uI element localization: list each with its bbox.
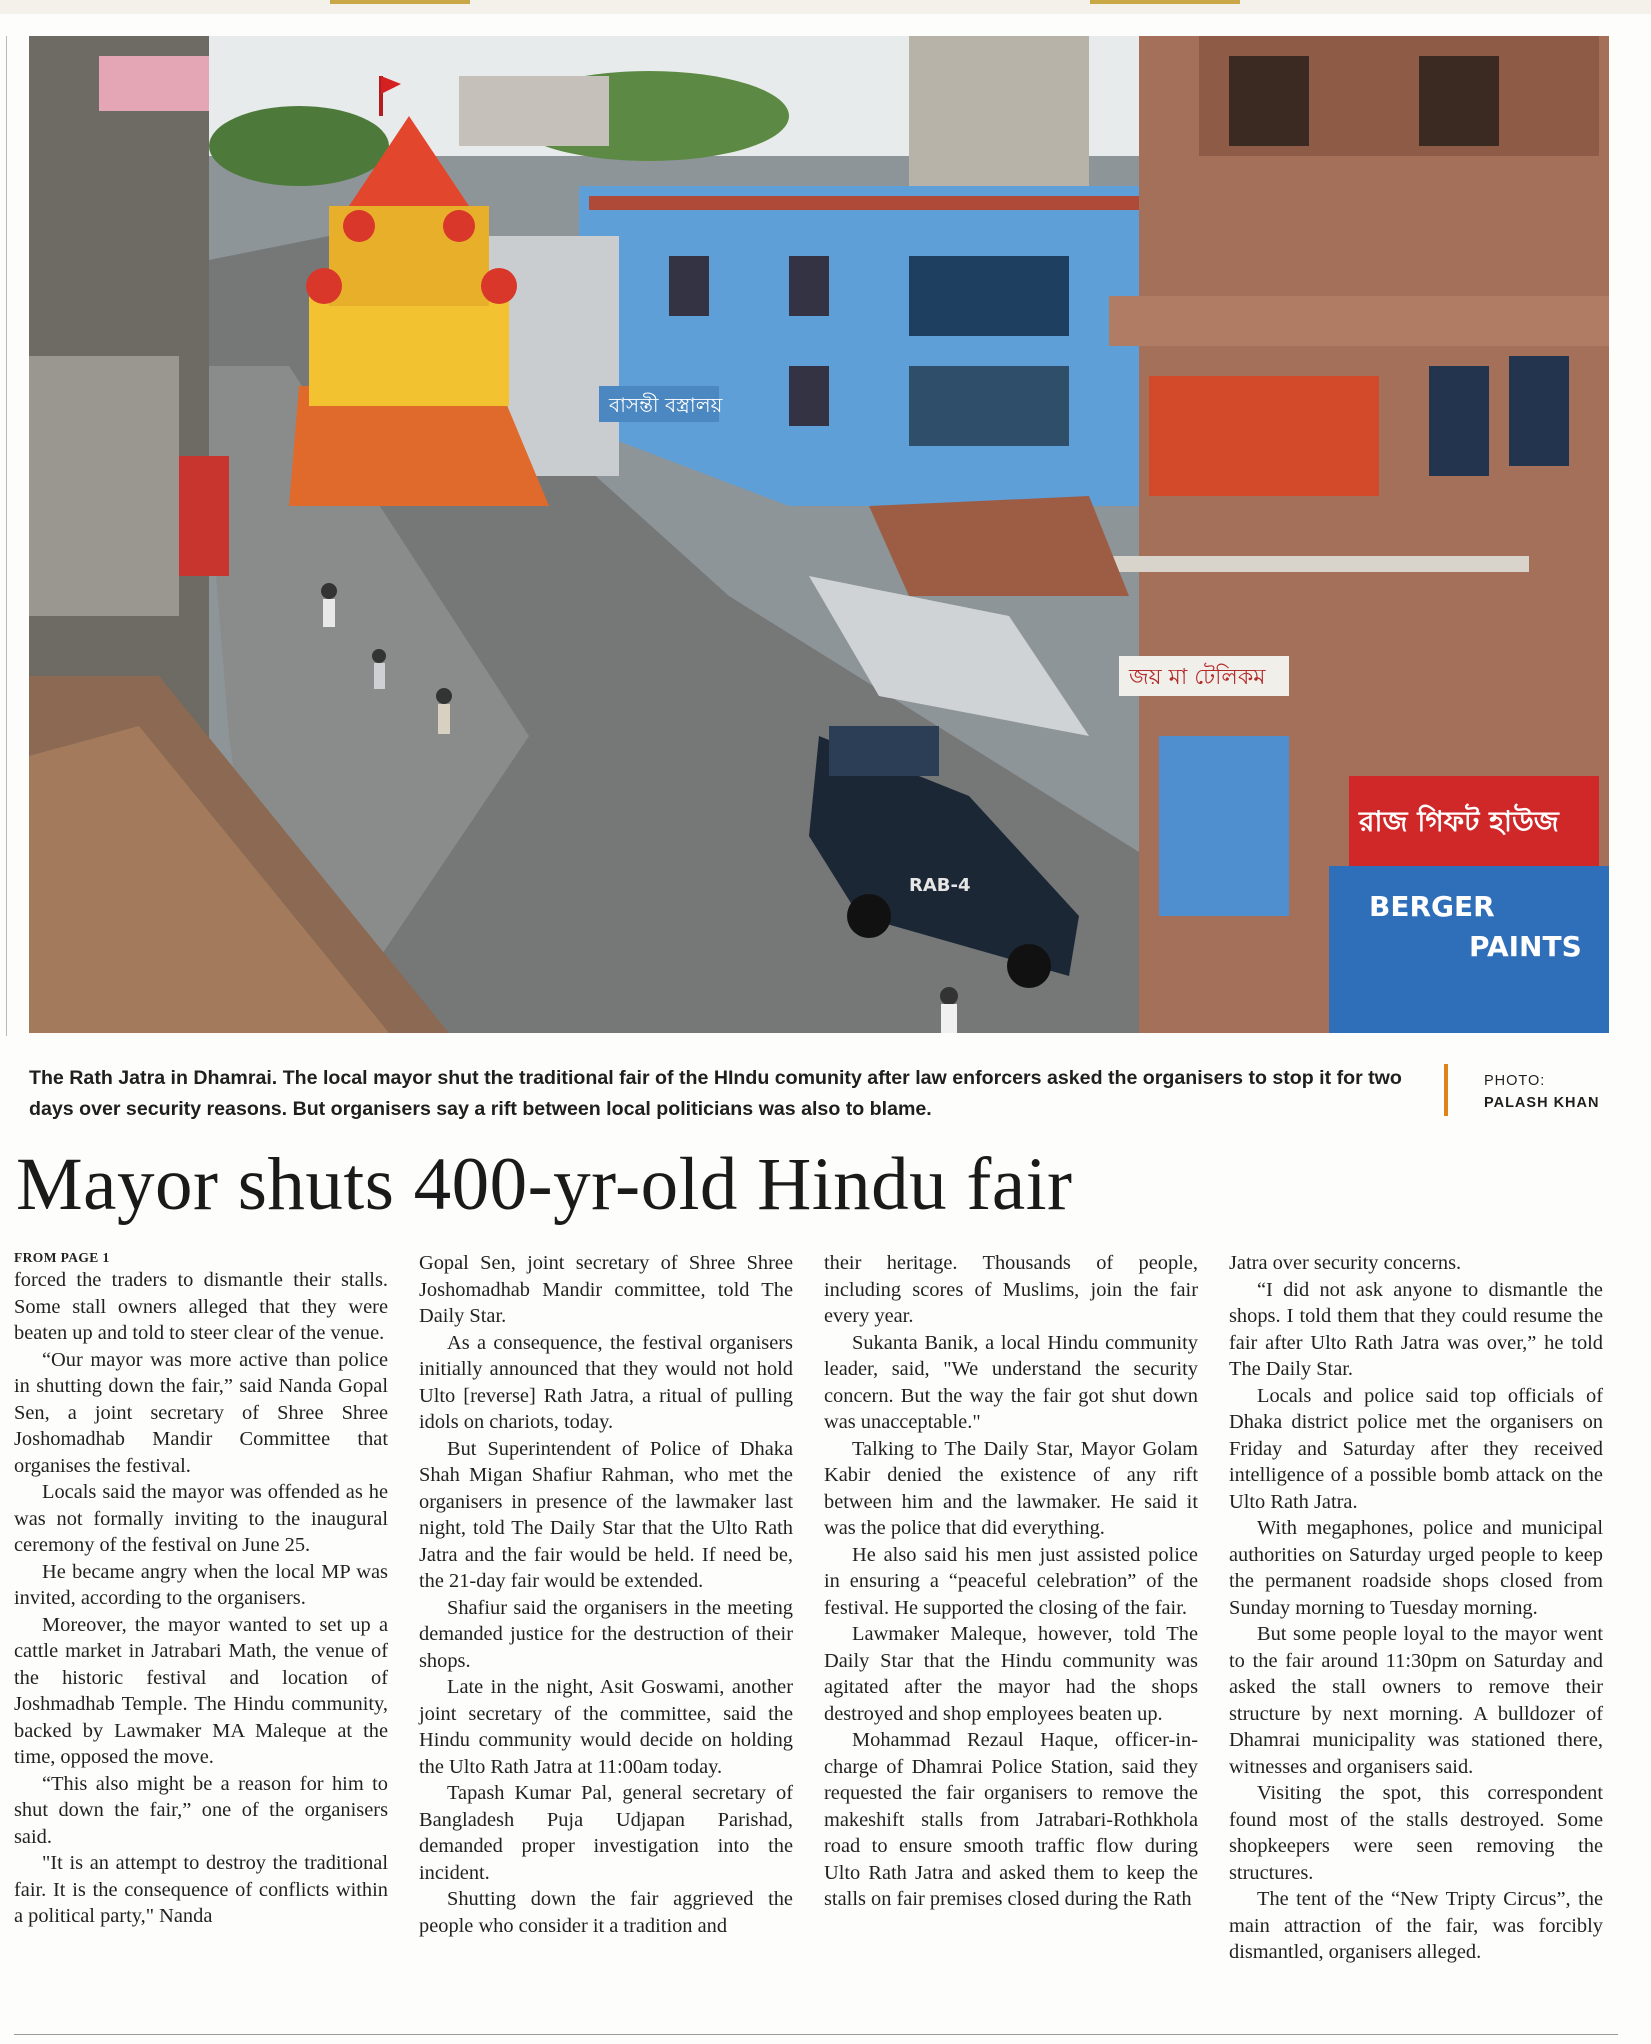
building-trim [589, 196, 1149, 210]
paragraph: “I did not ask anyone to dismantle the shops. I told them that they could resume the fair after Ulto Rath Jatra was over,” he told The Daily Star. [1229, 1278, 1603, 1380]
chariot-dome [306, 268, 342, 304]
person [374, 663, 385, 689]
window [1509, 356, 1569, 466]
vehicle-wheel [1007, 944, 1051, 988]
paragraph: Shutting down the fair aggrieved the people who consider it a tradition and [419, 1888, 793, 1937]
kicker: FROM PAGE 1 [14, 1250, 110, 1265]
left-building [29, 356, 179, 616]
street-scene-illustration [29, 36, 1609, 1033]
person [941, 1004, 957, 1033]
person [436, 688, 452, 704]
paragraph: But Superintendent of Police of Dhaka Shah Migan Shafiur Rahman, who met the organisers in presence of the lawmaker last night, told The Daily Star that the Ulto Rath Jatra and the fair would be held. If need be, the 21-day fair would be extended. [419, 1437, 793, 1592]
chariot-dome [343, 210, 375, 242]
top-strip [0, 0, 1651, 14]
rusty-roof [869, 496, 1129, 596]
billboard [99, 56, 209, 111]
blue-building [579, 186, 1159, 506]
red-sign [179, 456, 229, 576]
paragraph: Jatra over security concerns. [1229, 1252, 1462, 1274]
paragraph: Shafiur said the organisers in the meeting demanded justice for the destruction of their shops. [419, 1596, 793, 1672]
paragraph: Lawmaker Maleque, however, told The Daily Star that the Hindu community was agitated after the mayor had the shops destroyed and shop employees beaten up. [824, 1623, 1198, 1725]
paragraph: He also said his men just assisted police in ensuring a “peaceful celebration” of the festival. He supported the closing of the fair. [824, 1543, 1198, 1619]
paragraph: “This also might be a reason for him to shut down the fair,” one of the organisers said. [14, 1772, 388, 1848]
article-column-3 [824, 1250, 1198, 1913]
window [1229, 56, 1309, 146]
paragraph: Locals said the mayor was offended as he was not formally inviting to the inaugural ceremony of the festival on June 25. [14, 1481, 388, 1556]
window [1419, 56, 1499, 146]
paragraph: Tapash Kumar Pal, general secretary of Bangladesh Puja Udjapan Parishad, demanded proper investigation into the incident. [419, 1782, 793, 1884]
paragraph: He became angry when the local MP was invited, according to the organisers. [14, 1560, 388, 1609]
person [372, 649, 386, 663]
paragraph: Moreover, the mayor wanted to set up a cattle market in Jatrabari Math, the venue of the historic festival and location of Joshmadhab Temple. The Hindu community, backed by Lawmaker MA Maleque at the time, opposed the move. [14, 1613, 388, 1768]
trees [209, 106, 389, 186]
balcony [1109, 296, 1609, 346]
article-column-4 [1229, 1250, 1603, 1966]
paragraph: Locals and police said top officials of Dhaka district police met the organisers on Friday and Saturday after they received intelligence of a possible bomb attack on the Ulto Rath Jatra. [1229, 1384, 1603, 1513]
paints-text: PAINTS [1469, 930, 1582, 963]
paragraph: Sukanta Banik, a local Hindu community leader, said, "We understand the security concern. But the way the fair got shut down was unacceptable." [824, 1331, 1198, 1433]
credit-label: PHOTO: [1484, 1073, 1546, 1089]
chariot-dome [443, 210, 475, 242]
red-cloth [1149, 376, 1379, 496]
credit-divider [1444, 1064, 1448, 1116]
chariot-body [309, 296, 509, 406]
rab-label: RAB-4 [909, 875, 971, 896]
paragraph: Visiting the spot, this correspondent found most of the stalls destroyed. Some shopkeepers were seen removing the structures. [1229, 1782, 1603, 1884]
bottom-rule [14, 2034, 1618, 2035]
vehicle-canopy [829, 726, 939, 776]
person [321, 583, 337, 599]
window [909, 256, 1069, 336]
chariot-dome [481, 268, 517, 304]
vehicle-wheel [847, 894, 891, 938]
window [669, 256, 709, 316]
paragraph: Talking to The Daily Star, Mayor Golam Kabir denied the existence of any rift between him and the lawmaker. He said it was the police that did everything. [824, 1437, 1198, 1539]
window [909, 366, 1069, 446]
window [789, 366, 829, 426]
paragraph: their heritage. Thousands of people, including scores of Muslims, join the fair every year. [824, 1252, 1198, 1327]
headline: Mayor shuts 400-yr-old Hindu fair [16, 1143, 1073, 1226]
telecom-sign-text: জয় মা টেলিকম [1129, 665, 1266, 690]
berger-text: BERGER [1369, 890, 1495, 923]
paragraph: But some people loyal to the mayor went to the fair around 11:30pm on Saturday and asked the stall owners to remove their structure by next morning. A bulldozer of Dhamrai municipality was stationed there, witnesses and organisers said. [1229, 1623, 1603, 1778]
paragraph: "It is an attempt to destroy the traditional fair. It is the consequence of conflicts within a political party," Nanda [14, 1852, 388, 1927]
distant-building [909, 36, 1089, 186]
article-column-2 [419, 1250, 793, 1939]
top-marker [330, 0, 470, 4]
window [1429, 366, 1489, 476]
person [438, 704, 450, 734]
paragraph: The tent of the “New Tripty Circus”, the main attraction of the fair, was forcibly dismantled, organisers alleged. [1229, 1888, 1603, 1963]
shop-sign-text: বাসন্তী বস্ত্রালয় [609, 393, 723, 417]
person [940, 987, 958, 1005]
window [789, 256, 829, 316]
paragraph: forced the traders to dismantle their stalls. Some stall owners alleged that they were beaten up and told to steer clear of the venue. [14, 1269, 388, 1344]
credit-name: PALASH KHAN [1484, 1095, 1600, 1111]
paragraph: Late in the night, Asit Goswami, another joint secretary of the committee, said the Hindu community would decide on holding the Ulto Rath Jatra at 11:00am today. [419, 1676, 793, 1778]
blue-shutter [1159, 736, 1289, 916]
paragraph: With megaphones, police and municipal authorities on Saturday urged people to keep the permanent roadside shops closed from Sunday morning to Tuesday morning. [1229, 1517, 1603, 1619]
paragraph: Mohammad Rezaul Haque, officer-in-charge of Dhamrai Police Station, said they requested the fair organisers to remove the makeshift stalls from Jatrabari-Rothkhola road to ensure smooth traffic flow during Ulto Rath Jatra and asked them to keep the stalls on fair premises closed during the Rath [824, 1729, 1198, 1910]
photo-caption: The Rath Jatra in Dhamrai. The local mayor shut the traditional fair of the HIndu comunity after law enforcers asked the organisers to stop it for two days over security reasons. But organisers say a rift between local politicians was also to blame. [29, 1067, 1402, 1120]
ledge [1109, 556, 1529, 572]
paragraph: “Our mayor was more active than police in shutting down the fair,” said Nanda Gopal Sen, a joint secretary of Shree Shree Joshomadhab Mandir Committee that organises the festival. [14, 1348, 388, 1477]
article-column-1 [14, 1250, 388, 1930]
top-marker [1090, 0, 1240, 4]
gift-house-sign-text: রাজ গিফট হাউজ [1359, 805, 1559, 838]
photo-credit [1484, 1070, 1599, 1114]
news-photo [29, 36, 1609, 1033]
distant-building [459, 76, 609, 146]
left-rule [6, 36, 7, 1036]
paragraph: As a consequence, the festival organisers initially announced that they would not hold Ulto [reverse] Rath Jatra, a ritual of pulling idols on chariots, today. [419, 1331, 793, 1433]
paragraph: Gopal Sen, joint secretary of Shree Shree Joshomadhab Mandir committee, told The Daily Star. [419, 1252, 793, 1327]
person [323, 599, 335, 627]
